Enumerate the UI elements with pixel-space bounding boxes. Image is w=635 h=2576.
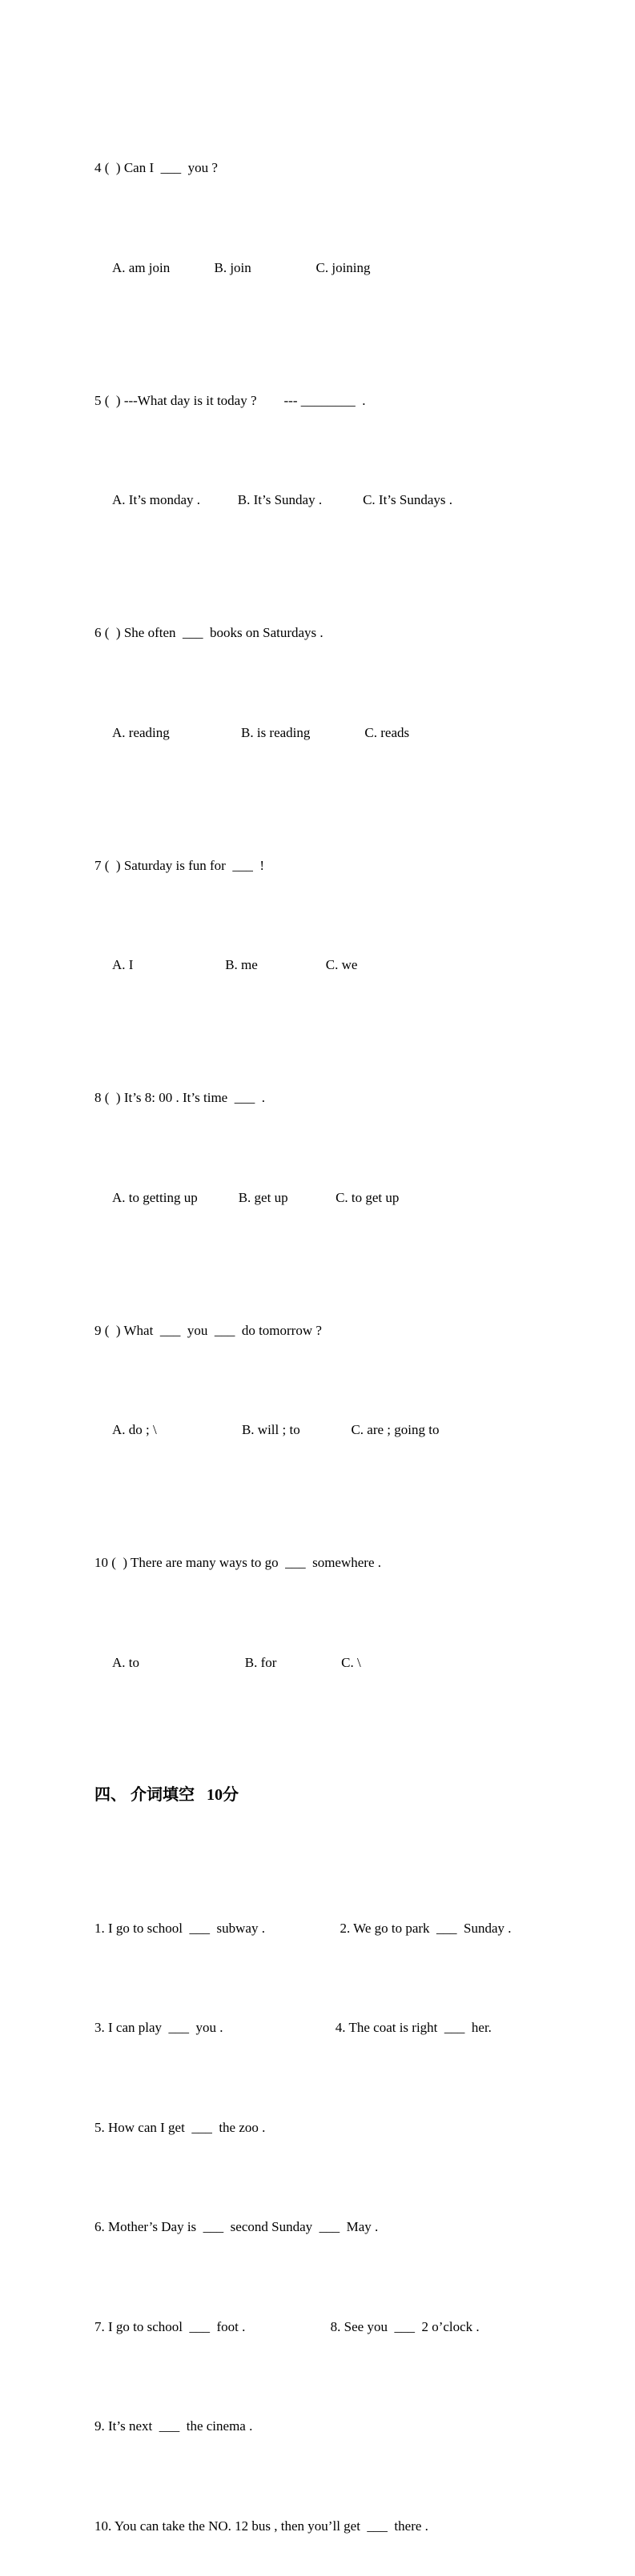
fill-line-2: 3. I can play ___ you . 4. The coat is right ___ her. [94, 2020, 492, 2035]
question-options-7: A. I B. me C. we [112, 957, 358, 972]
document-body [94, 85, 611, 2576]
question-options-5: A. It’s monday . B. It’s Sunday . C. It’s Sundays . [112, 492, 453, 507]
question-stem-7: 7 ( ) Saturday is fun for ___ ! [94, 857, 264, 873]
question-options-9: A. do ; \ B. will ; to C. are ; going to [112, 1422, 440, 1437]
question-stem-8: 8 ( ) It’s 8: 00 . It’s time ___ . [94, 1090, 265, 1105]
question-options-10: A. to B. for C. \ [112, 1654, 361, 1670]
fill-line-3: 5. How can I get ___ the zoo . [94, 2119, 266, 2135]
fill-line-5: 7. I go to school ___ foot . 8. See you ___ 2 o’clock . [94, 2318, 480, 2334]
question-stem-6: 6 ( ) She often ___ books on Saturdays . [94, 625, 324, 640]
question-stem-5: 5 ( ) ---What day is it today ? --- ________ . [94, 392, 366, 408]
question-stem-4: 4 ( ) Can I ___ you ? [94, 160, 218, 175]
question-stem-10: 10 ( ) There are many ways to go ___ somewhere . [94, 1555, 381, 1570]
fill-line-6: 9. It’s next ___ the cinema . [94, 2418, 253, 2434]
question-options-8: A. to getting up B. get up C. to get up [112, 1189, 400, 1205]
fill-line-7: 10. You can take the NO. 12 bus , then you’ll get ___ there . [94, 2518, 428, 2534]
question-options-6: A. reading B. is reading C. reads [112, 724, 410, 740]
fill-line-1: 1. I go to school ___ subway . 2. We go to park ___ Sunday . [94, 1920, 512, 1936]
fill-line-4: 6. Mother’s Day is ___ second Sunday ___ May . [94, 2219, 379, 2234]
question-options-4: A. am join B. join C. joining [112, 259, 371, 275]
question-stem-9: 9 ( ) What ___ you ___ do tomorrow ? [94, 1322, 322, 1338]
section-heading: 四、 介词填空 10分 [94, 1785, 239, 1804]
